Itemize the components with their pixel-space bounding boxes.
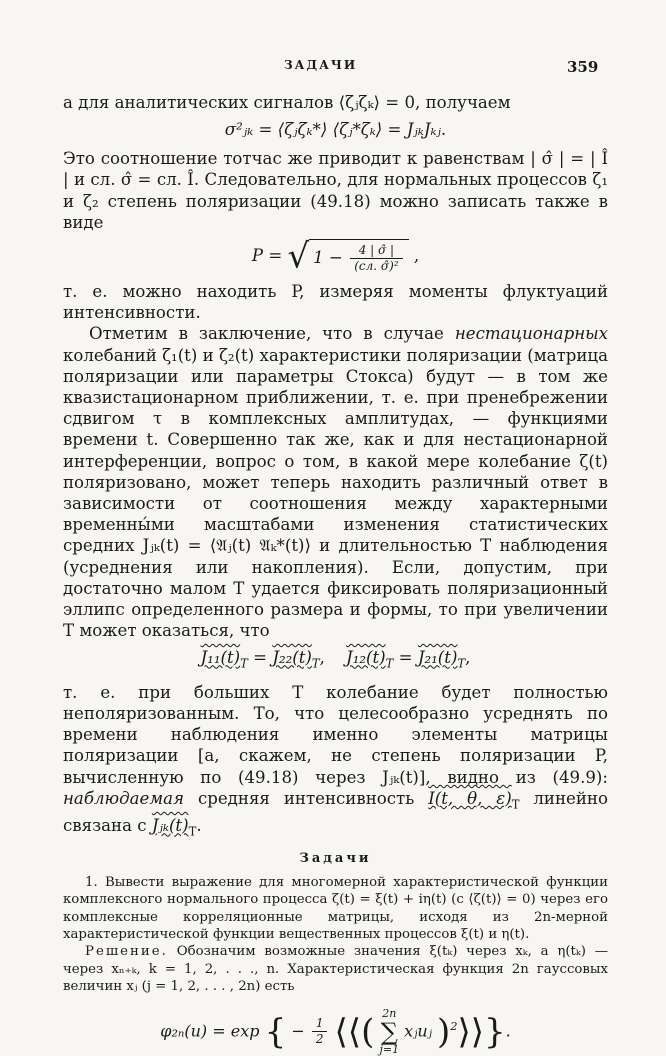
subscript: T: [511, 797, 520, 812]
solution-label: Решение.: [85, 944, 168, 960]
page-header: [0, 58, 666, 80]
running-title: ЗАДАЧИ: [284, 58, 358, 72]
subscript: T: [240, 656, 248, 671]
page-number: 359: [567, 58, 599, 76]
fraction: [312, 1016, 328, 1047]
text-span: колебаний ζ₁(t) и ζ₂(t) характеристики поляризации (матрица поляризации или параметры Стокса) будут — в том же квазистационарном приближении, т. е. при пренебрежении сдвигом τ в комплексных амплитудах, — функциями времени t. Совершенно так же, как и для нестационарной интерференции, вопрос о том, в какой мере колебание ζ(t) поляризовано, может теперь находить различный ответ в зависимости от соотношения между характерными временны́ми масштабами изменения статистических средних Jⱼₖ(t) = ⟨𝔄ⱼ(t) 𝔄ₖ*(t)⟩ и длительностью T наблюдения (усреднения или накопления). Если, допустим, при достаточно малом T удается фиксировать поляризационный эллипс определенного размера и формы, то при увеличении T может оказаться, что: [63, 345, 608, 641]
problem-statement: 1. Вывести выражение для многомерной характеристической функции комплексного нормального процесса ζ(t) = ξ(t) + iη(t) (с ⟨ζ(t)⟩ = 0) через его комплексные корреляционные матрицы, исходя из 2n-мерной характеристической функции вещественных процессов ξ(t) и η(t).: [63, 874, 608, 943]
fraction-denominator: (сл. σ̂)²: [354, 259, 399, 274]
brace-open: {: [264, 1011, 287, 1052]
averaged-term: J₂₁(t): [417, 648, 458, 668]
solution-text: Обозначим возможные значения ξ(tₖ) через xₖ, а η(tₖ) — через xₙ₊ₖ, k = 1, 2, . . ., n. Характеристическая функция 2n гауссовых величин xⱼ (j = 1, 2, . . . , 2n) есть: [63, 944, 608, 995]
subscript: T: [188, 824, 197, 839]
angle-close-2: ⟩⟩}: [457, 1011, 506, 1052]
sum-lower-limit: j=1: [379, 1042, 400, 1056]
equals-sign: =: [398, 648, 413, 668]
text-span: Отметим в заключение, что в случае: [89, 324, 444, 344]
sqrt-one: 1 −: [313, 248, 343, 268]
section-heading: Задачи: [299, 850, 372, 866]
paragraph: [63, 323, 608, 641]
subscript: T: [457, 656, 466, 671]
text-line: а для аналитических сигналов ⟨ζⱼζₖ⟩ = 0, получаем: [63, 93, 511, 112]
eq-lhs: P =: [251, 246, 283, 266]
subscript: T: [385, 656, 394, 671]
power: 2: [450, 1019, 458, 1033]
fraction: [350, 243, 402, 274]
equals-sign: =: [253, 648, 268, 668]
italic-term: наблюдаемая: [63, 788, 184, 808]
subscript: T: [311, 656, 320, 671]
paragraph: т. е. можно находить P, измеряя моменты флуктуаций интенсивности.: [63, 282, 608, 323]
equation-characteristic-function: [63, 1008, 608, 1056]
italic-term: нестационарных: [454, 324, 609, 344]
angle-open: ⟨⟨(: [334, 1011, 375, 1052]
sum-sign: ∑: [380, 1017, 398, 1046]
paragraph: Это соотношение тотчас же приводит к равенствам | σ̂ | = | Î | и сл. σ̂ = сл. Î. Следовательно, для нормальных процессов ζ₁ и ζ₂ степень поляризации (49.18) можно записать также в виде: [63, 149, 608, 232]
fraction-denominator: 2: [315, 1032, 324, 1047]
sum-upper-limit: 2n: [382, 1006, 397, 1020]
minus-sign: −: [291, 1021, 305, 1041]
separator: ,: [319, 648, 325, 668]
summation: [379, 1008, 399, 1056]
eq-end: .: [505, 1021, 511, 1041]
averaged-term: J₁₁(t): [200, 648, 241, 668]
fraction-numerator: 4 | σ̂ |: [350, 243, 402, 259]
equation-averages: [63, 647, 608, 674]
eq-lhs: φ₂ₙ(u) = exp: [160, 1021, 260, 1041]
text-span: т. е. при больших T колебание будет полностью неполяризованным. То, что целесообразно усреднять по времени наблюдения именно элементы матрицы поляризации [а, скажем, не степень поляризации P, вычисленную по (49.18) через Jⱼₖ(t)], видно из (49.9):: [63, 682, 608, 787]
text-span: средняя интенсивность: [197, 788, 415, 808]
sqrt-body: [309, 239, 408, 274]
solution-paragraph: [63, 943, 608, 995]
averaged-term: J₁₂(t): [346, 648, 386, 668]
averaged-matrix-element: Jⱼₖ(t): [151, 816, 189, 836]
sqrt: [287, 236, 409, 277]
page-body: [63, 92, 608, 1056]
text-span: .: [196, 816, 202, 836]
sqrt-sign: √: [287, 236, 310, 277]
equation-sigma: σ²ⱼₖ = ⟨ζⱼζₖ*⟩ ⟨ζⱼ*ζₖ⟩ = JⱼₖJₖⱼ.: [224, 120, 447, 140]
sum-term: xⱼuⱼ: [404, 1021, 432, 1041]
averaged-intensity: I(t, θ, ε): [428, 788, 512, 808]
separator: ,: [465, 648, 471, 668]
angle-close: ): [437, 1011, 451, 1052]
eq-comma: ,: [413, 246, 420, 266]
paragraph: [63, 682, 608, 843]
averaged-term: J₂₂(t): [272, 648, 312, 668]
text-span: линейно связана с: [63, 788, 608, 836]
fraction-numerator: 1: [312, 1016, 328, 1032]
equation-polarization-degree: [63, 236, 608, 277]
